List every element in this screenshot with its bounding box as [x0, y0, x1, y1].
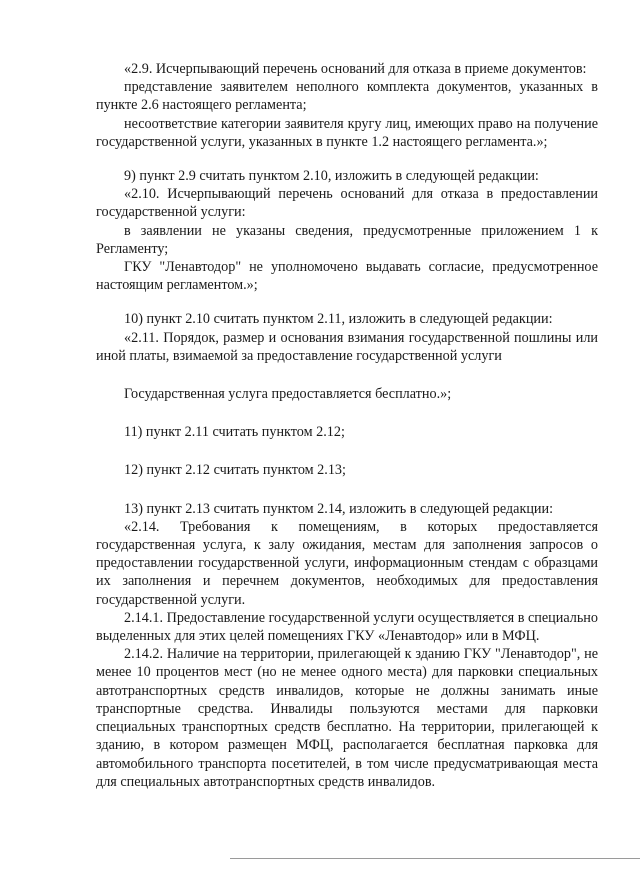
spacer	[96, 294, 598, 310]
amendment-13: 13) пункт 2.13 считать пунктом 2.14, изложить в следующей редакции:	[124, 500, 554, 517]
clause-2-14-heading: «2.14. Требования к помещениям, в которых предоставляется государственная услуга, к залу ожидания, местам для заполнения запросов о предоставлении государственной услуги, информационным стендам с образцами их заполнения и перечнем документов, необходимых для предоставления государственной услуги.	[96, 518, 598, 608]
document-body	[96, 60, 598, 791]
amendment-10: 10) пункт 2.10 считать пунктом 2.11, изложить в следующей редакции:	[124, 311, 553, 328]
spacer	[96, 365, 598, 385]
spacer	[96, 151, 598, 167]
spacer	[96, 403, 598, 423]
amendment-12: 12) пункт 2.12 считать пунктом 2.13;	[124, 462, 346, 479]
clause-2-9-item-2: несоответствие категории заявителя кругу лиц, имеющих право на получение государственной услуги, указанных в пункте 1.2 настоящего регламента.»;	[96, 115, 598, 150]
clause-2-11-text: Государственная услуга предоставляется бесплатно.»;	[124, 386, 452, 403]
clause-2-11-heading: «2.11. Порядок, размер и основания взимания государственной пошлины или иной платы, взимаемой за предоставление государственной услуги	[96, 329, 598, 364]
spacer	[96, 441, 598, 461]
clause-2-10-item-2: ГКУ "Ленавтодор" не уполномочено выдавать согласие, предусмотренное настоящим регламентом.»;	[96, 259, 598, 294]
spacer	[96, 480, 598, 500]
clause-2-10-item-1: в заявлении не указаны сведения, предусмотренные приложением 1 к Регламенту;	[96, 222, 598, 257]
clause-2-9-item-1: представление заявителем неполного комплекта документов, указанных в пункте 2.6 настоящего регламента;	[96, 79, 598, 114]
clause-2-14-1: 2.14.1. Предоставление государственной услуги осуществляется в специально выделенных для этих целей помещениях ГКУ «Ленавтодор» или в МФЦ.	[96, 609, 598, 645]
amendment-11: 11) пункт 2.11 считать пунктом 2.12;	[124, 424, 345, 441]
clause-2-9-heading: «2.9. Исчерпывающий перечень оснований для отказа в приеме документов:	[124, 61, 587, 77]
page-footer-rule	[230, 858, 640, 859]
clause-2-14-2: 2.14.2. Наличие на территории, прилегающей к зданию ГКУ "Ленавтодор", не менее 10 процентов мест (но не менее одного места) для парковки специальных автотранспортных средств инвалидов, которые не должны занимать иные транспортные средства. Инвалиды пользуются местами для парковки специальных транспортных средств бесплатно. На территории, прилегающей к зданию, в котором размещен МФЦ, располагается бесплатная парковка для автомобильного транспорта посетителей, в том числе предусматривающая места для специальных автотранспортных средств инвалидов.	[96, 646, 598, 790]
amendment-9: 9) пункт 2.9 считать пунктом 2.10, изложить в следующей редакции:	[124, 168, 539, 185]
clause-2-10-heading: «2.10. Исчерпывающий перечень оснований для отказа в предоставлении государственной услуги:	[96, 186, 598, 221]
